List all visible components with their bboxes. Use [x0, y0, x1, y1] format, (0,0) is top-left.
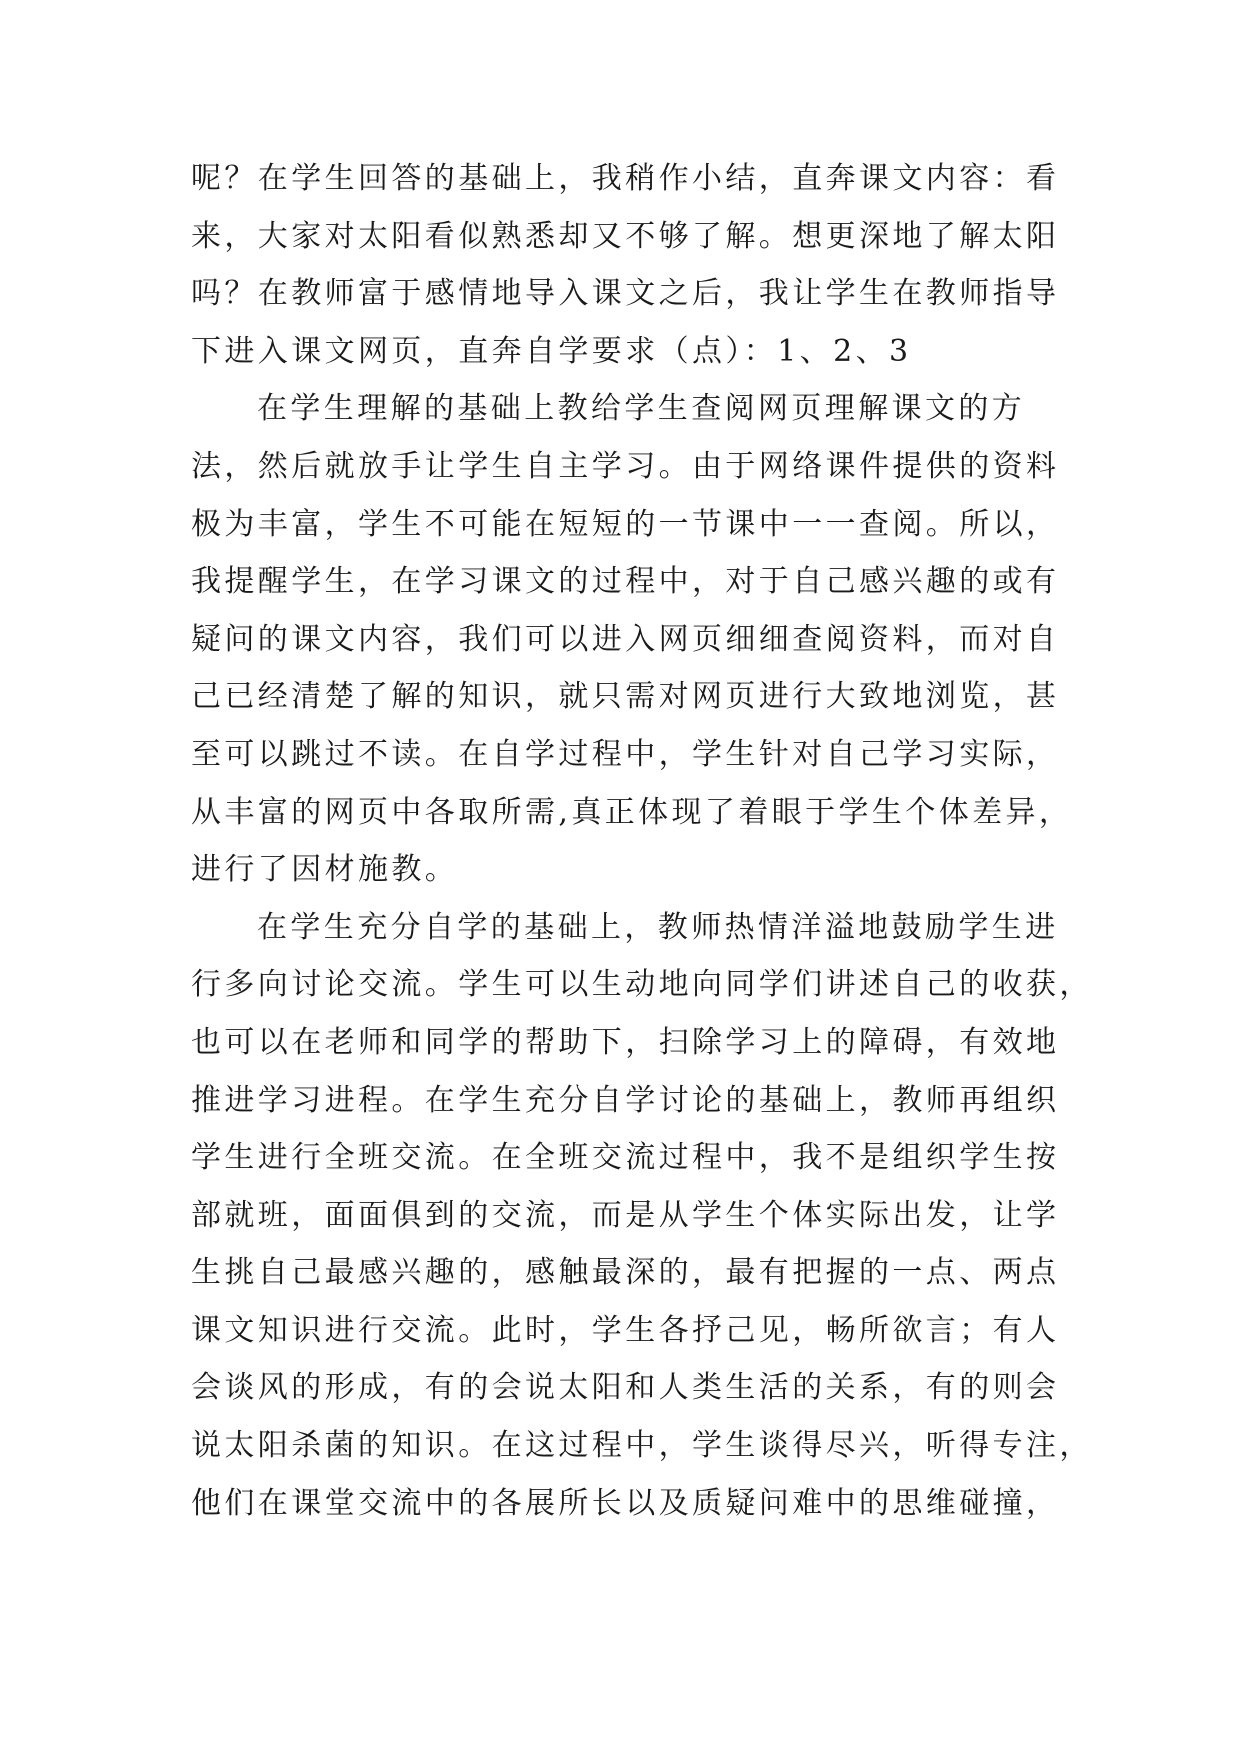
text-line: 课文知识进行交流。此时，学生各抒己见，畅所欲言；有人: [191, 1312, 1060, 1348]
text-line: 法，然后就放手让学生自主学习。由于网络课件提供的资料: [191, 448, 1060, 484]
text-line: 部就班，面面俱到的交流，而是从学生个体实际出发，让学: [191, 1197, 1060, 1233]
text-line: 呢？在学生回答的基础上，我稍作小结，直奔课文内容：看: [191, 161, 1060, 196]
text-line: 推进学习进程。在学生充分自学讨论的基础上，教师再组织: [191, 1082, 1060, 1118]
text-line: 说太阳杀菌的知识。在这过程中，学生谈得尽兴，听得专注，: [191, 1428, 1093, 1464]
text-line: 己已经清楚了解的知识，就只需对网页进行大致地浏览，甚: [191, 679, 1060, 715]
text-line: 从丰富的网页中各取所需,真正体现了着眼于学生个体差异，: [191, 794, 1073, 830]
text-line: 行多向讨论交流。学生可以生动地向同学们讲述自己的收获，: [191, 967, 1093, 1003]
text-line: 吗？在教师富于感情地导入课文之后，我让学生在教师指导: [191, 276, 1060, 312]
text-line: 学生进行全班交流。在全班交流过程中，我不是组织学生按: [191, 1140, 1060, 1176]
document-body: [191, 150, 1093, 1532]
text-line: 进行了因材施教。: [191, 852, 459, 888]
text-line: 生挑自己最感兴趣的，感触最深的，最有把握的一点、两点: [191, 1255, 1060, 1291]
text-line: 疑问的课文内容，我们可以进入网页细细查阅资料，而对自: [191, 621, 1060, 657]
text-line: 会谈风的形成，有的会说太阳和人类生活的关系，有的则会: [191, 1370, 1060, 1406]
text-line: 我提醒学生，在学习课文的过程中，对于自己感兴趣的或有: [191, 564, 1060, 600]
text-line: 极为丰富，学生不可能在短短的一节课中一一查阅。所以，: [191, 506, 1060, 542]
paragraph-first-line: 在学生理解的基础上教给学生查阅网页理解课文的方: [257, 391, 1026, 427]
text-line: 至可以跳过不读。在自学过程中，学生针对自己学习实际，: [191, 736, 1060, 772]
text-line: 来，大家对太阳看似熟悉却又不够了解。想更深地了解太阳: [191, 218, 1060, 254]
text-line: 他们在课堂交流中的各展所长以及质疑问难中的思维碰撞，: [191, 1485, 1060, 1521]
paragraph-first-line: 在学生充分自学的基础上，教师热情洋溢地鼓励学生进: [257, 909, 1059, 945]
text-line: 也可以在老师和同学的帮助下，扫除学习上的障碍，有效地: [191, 1024, 1060, 1060]
text-line: 下进入课文网页，直奔自学要求（点）：1、2、3: [191, 333, 912, 369]
